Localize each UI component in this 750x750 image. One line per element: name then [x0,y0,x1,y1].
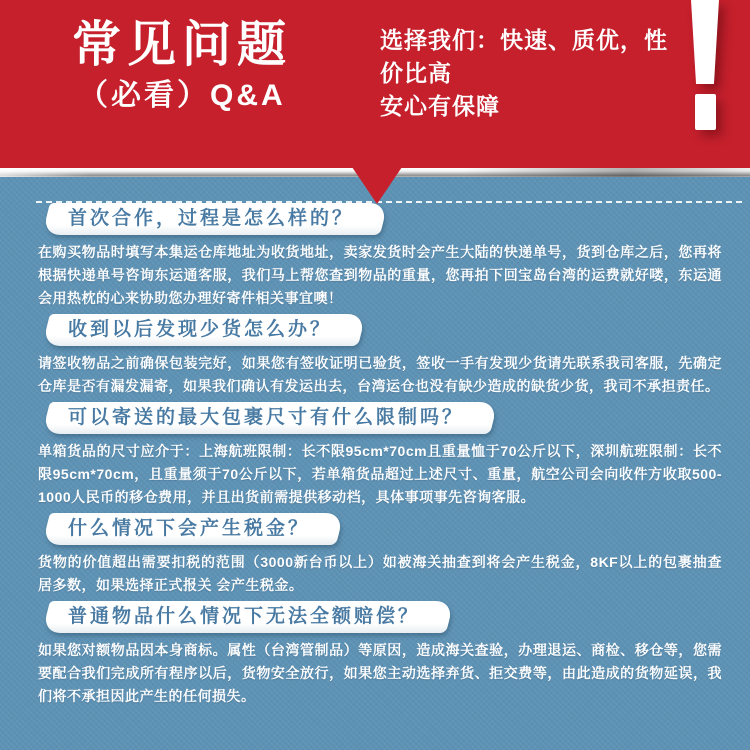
page-subtitle: （必看）Q&A [78,79,286,112]
answer-text: 单箱货品的尺寸应介于：上海航班限制：长不限95cm*70cm且重量恤于70公斤以下，深圳航班限制：长不限95cm*70cm，且重量须于70公斤以下，若单箱货品超过上述尺寸、重量，航空公司会向收件方收取500-1000人民币的移仓费用，并且出货前需提供移动档，具体事项事先咨询客服。 [38,443,722,505]
tagline-line1: 选择我们：快速、质优，性价比高 [380,27,668,86]
exclamation-icon [690,0,720,130]
question-banner-4 [42,513,344,545]
tagline [380,24,690,123]
question-text: 普通物品什么情况下无法全额赔偿？ [68,606,421,627]
question-text: 收到以后发现少货怎么办？ [68,319,333,340]
exclamation-dot [695,94,716,130]
faq-body [0,177,750,750]
answer-text: 在购买物品时填写本集运仓库地址为收货地址，卖家发货时会产生大陆的快递单号，货到仓库之后，您再将根据快递单号咨询东运通客服，我们马上帮您查到物品的重量，您再拍下回宝岛台湾的运费就好喽，东运通会用热枕的心来协助您办理好寄件相关事宜噢！ [38,244,722,306]
tagline-line2: 安心有保障 [380,93,500,119]
question-banner-3 [42,402,498,434]
answer-text: 如果您对额物品因本身商标。属性（台湾管制品）等原因，造成海关查验，办理退运、商检、移仓等，您需要配合我们完成所有程序以后，货物安全放行，如果您主动选择弃货、拒交费等，由此造成的货物延误，我们将不承担因此产生的任何损失。 [38,642,722,704]
question-text: 什么情况下会产生税金？ [68,518,311,539]
answer-text: 货物的价值超出需要扣税的范围（3000新台币以上）如被海关抽查到将会产生税金，8KF以上的包裹抽查居多数，如果选择正式报关 会产生税金。 [38,554,722,593]
question-text: 首次合作，过程是怎么样的？ [68,208,355,229]
pointer-triangle [352,167,402,204]
faq-section-2 [0,314,750,398]
question-banner-1 [42,203,388,235]
answer-text: 请签收物品之前确保包装完好，如果您有签收证明已验货，签收一手有发现少货请先联系我司客服，先确定仓库是否有漏发漏寄，如果我们确认有发运出去，台湾运仓也没有缺少造成的缺货少货，我司不承担责任。 [38,355,722,394]
faq-section-5 [0,601,750,708]
question-banner-2 [42,314,366,346]
page-title: 常见问题 [72,18,293,72]
faq-section-1 [0,203,750,310]
header-banner [0,0,750,168]
question-text: 可以寄送的最大包裹尺寸有什么限制吗？ [68,407,465,428]
faq-section-3 [0,402,750,509]
faq-section-4 [0,513,750,597]
exclamation-bar [691,0,719,84]
question-banner-5 [42,601,454,633]
